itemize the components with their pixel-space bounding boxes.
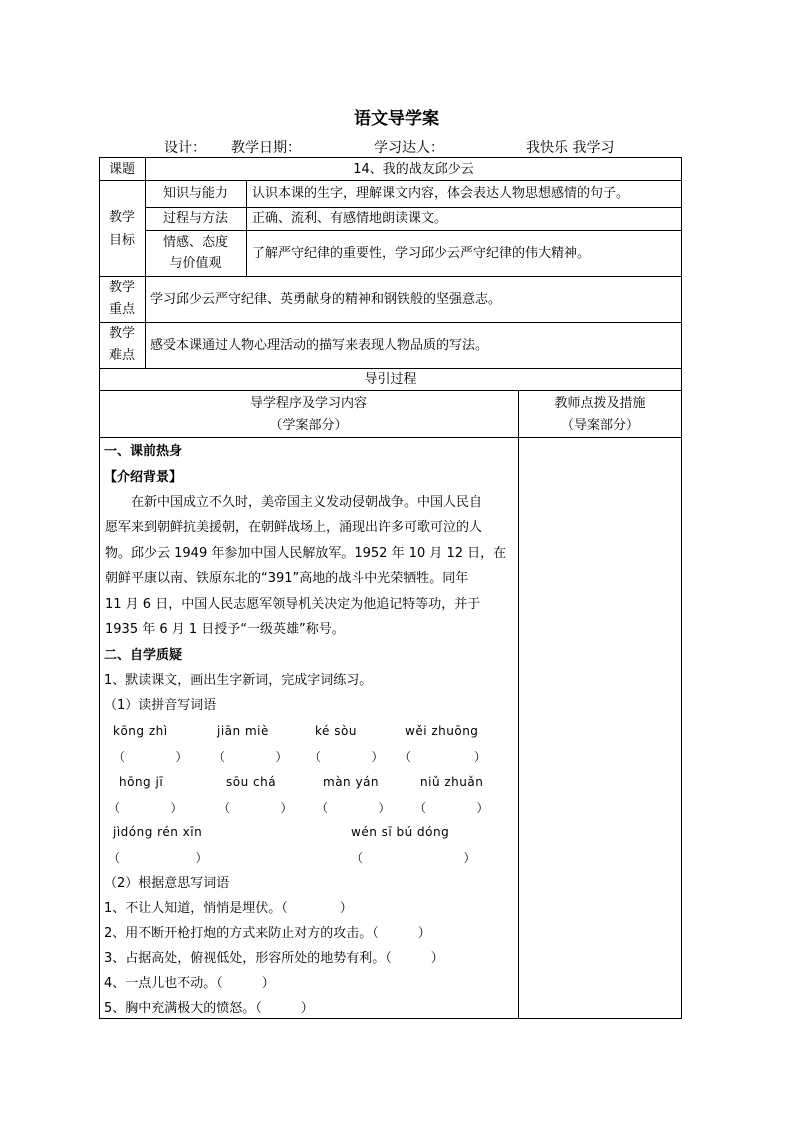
answer-blank[interactable]: （ ） [108, 851, 209, 865]
right-column-subheader: （导案部分） [560, 418, 639, 433]
goal-text: 正确、流利、有感情地朗读课文。 [252, 211, 448, 226]
meta-date: 教学日期： [231, 140, 301, 156]
meaning-item: 2、用不断开枪打炮的方式来防止对方的攻击。（ ） [104, 926, 431, 941]
table-line [99, 276, 682, 277]
goal-name: 过程与方法 [162, 211, 228, 226]
pinyin-word: sōu chá [226, 775, 277, 789]
table-line [99, 390, 682, 391]
right-column-header: 教师点拨及措施 [554, 396, 646, 411]
task-text: 1、默读课文，画出生字新词，完成字词练习。 [104, 673, 373, 688]
answer-blank[interactable]: （ ） [316, 801, 392, 815]
key-point-label: 教学 [108, 280, 135, 295]
process-header: 导引过程 [364, 372, 417, 387]
answer-blank[interactable]: （ ） [108, 801, 184, 815]
pinyin-word: niǔ zhuǎn [420, 775, 484, 789]
answer-blank[interactable]: （ ） [113, 750, 189, 764]
table-line [145, 230, 682, 231]
subtask-text: （2）根据意思写词语 [104, 876, 230, 891]
pinyin-word: màn yán [323, 775, 380, 789]
pinyin-word: kōng zhì [113, 724, 168, 738]
meaning-item: 5、胸中充满极大的愤怒。（ ） [104, 1001, 314, 1016]
meta-motto: 我快乐 我学习 [526, 140, 615, 156]
goal-name: 与价值观 [169, 256, 222, 271]
table-line [99, 437, 682, 438]
difficulty-label: 难点 [108, 348, 135, 363]
meta-learner: 学习达人： [374, 140, 444, 156]
pinyin-word: hōng jī [119, 775, 164, 789]
difficulty-text: 感受本课通过人物心理活动的描写来表现人物品质的写法。 [150, 338, 489, 353]
meaning-item: 1、不让人知道，悄悄是埋伏。（ ） [104, 901, 353, 916]
answer-blank[interactable]: （ ） [213, 750, 289, 764]
goals-label: 目标 [108, 233, 135, 248]
answer-blank[interactable]: （ ） [414, 801, 490, 815]
key-point-text: 学习邱少云严守纪律、英勇献身的精神和钢铁般的坚强意志。 [150, 292, 502, 307]
pinyin-word: wén sī bú dóng [351, 825, 450, 839]
table-line [99, 322, 682, 323]
pinyin-word: jìdóng rén xīn [113, 825, 203, 839]
paragraph-line: 朝鲜平康以南、铁原东北的“391”高地的战斗中光荣牺牲。同年 [105, 571, 469, 587]
document-title: 语文导学案 [354, 109, 439, 129]
pinyin-word: jiān miè [217, 724, 269, 738]
paragraph-line: 1935 年 6 月 1 日授予“一级英雄”称号。 [105, 622, 345, 638]
goal-name: 知识与能力 [162, 186, 228, 201]
paragraph-line: 愿军来到朝鲜抗美援朝，在朝鲜战场上，涌现出许多可歌可泣的人 [105, 520, 483, 536]
goals-label: 教学 [108, 210, 135, 225]
goal-text: 了解严守纪律的重要性，学习邱少云严守纪律的伟大精神。 [252, 246, 591, 261]
lesson-label: 课题 [108, 162, 135, 177]
difficulty-label: 教学 [108, 326, 135, 341]
table-line [99, 368, 682, 369]
left-column-header: 导学程序及学习内容 [249, 396, 367, 411]
section-heading: 一、课前热身 [104, 444, 183, 459]
meaning-item: 3、占据高处，俯视低处，形容所处的地势有利。（ ） [104, 951, 444, 966]
meta-designer: 设计： [164, 140, 206, 156]
table-line [99, 180, 682, 181]
paragraph-line: 在新中国成立不久时，美帝国主义发动侵朝战争。中国人民自 [105, 495, 483, 510]
answer-blank[interactable]: （ ） [309, 750, 385, 764]
meaning-item: 4、一点儿也不动。（ ） [104, 976, 275, 991]
pinyin-word: wěi zhuōng [405, 724, 479, 738]
key-point-label: 重点 [108, 302, 135, 317]
paragraph-line: 11 月 6 日，中国人民志愿军领导机关决定为他追记特等功，并于 [105, 596, 481, 612]
lesson-title: 14、我的战友邱少云 [353, 162, 474, 177]
answer-blank[interactable]: （ ） [218, 801, 294, 815]
answer-blank[interactable]: （ ） [399, 750, 487, 764]
table-line [246, 180, 247, 276]
paragraph-line: 物。邱少云 1949 年参加中国人民解放军。1952 年 10 月 12 日，在 [105, 545, 507, 561]
left-column-subheader: （学案部分） [269, 418, 348, 433]
pinyin-word: ké sòu [315, 724, 357, 738]
goal-text: 认识本课的生字，理解课文内容，体会表达人物思想感情的句子。 [252, 186, 630, 201]
answer-blank[interactable]: （ ） [351, 851, 477, 865]
background-paragraph [105, 490, 515, 642]
subtask-text: （1）读拼音写词语 [104, 698, 217, 713]
background-heading: 【介绍背景】 [104, 470, 183, 485]
goal-name: 情感、态度 [162, 235, 228, 250]
table-line [145, 207, 682, 208]
section-heading: 二、自学质疑 [104, 648, 183, 663]
table-line [518, 390, 519, 1019]
